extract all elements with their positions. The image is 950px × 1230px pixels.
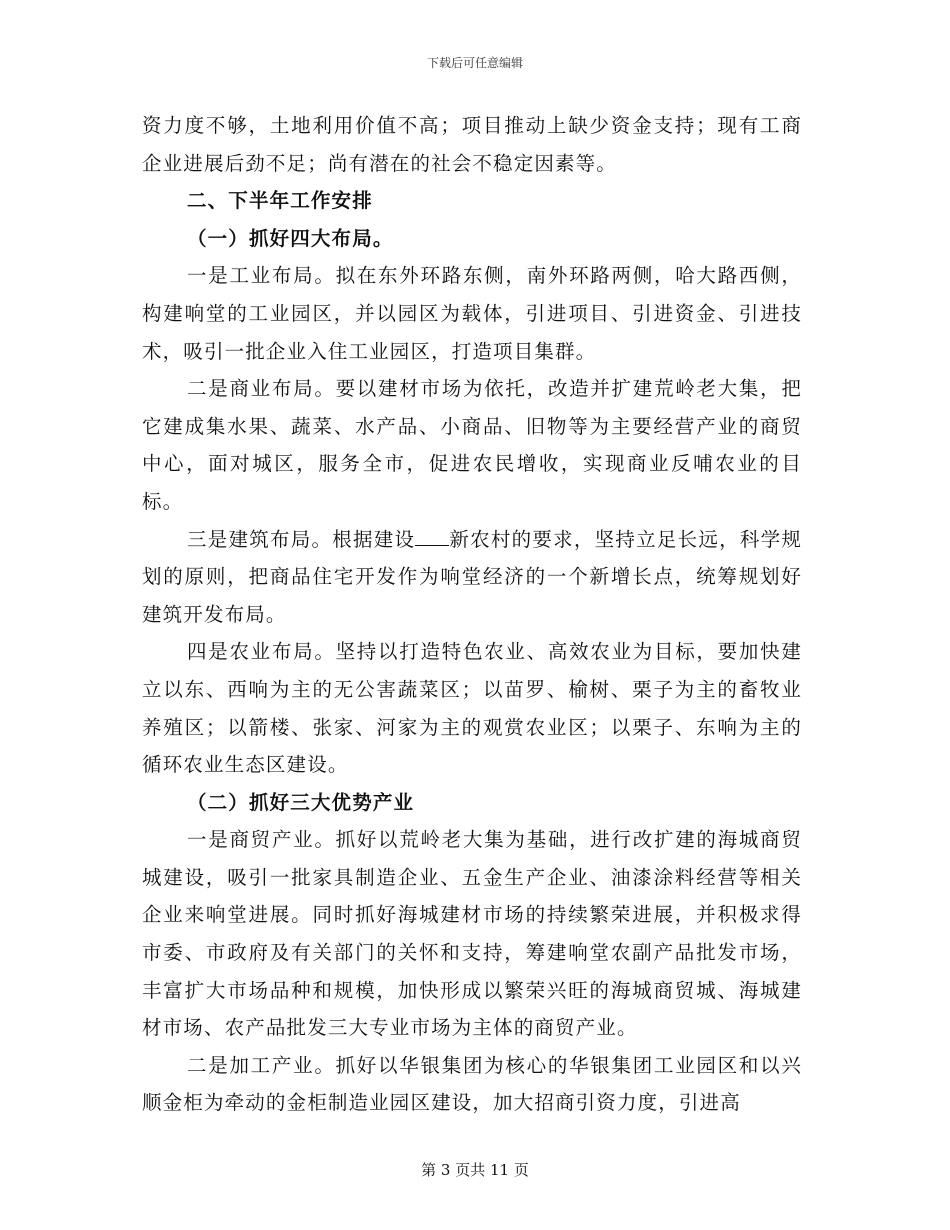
- paragraph-industrial-layout: 一是工业布局。拟在东外环路东侧，南外环路两侧，哈大路西侧，构建响堂的工业园区，并以园区为载体，引进项目、引进资金、引进技术，吸引一批企业入住工业园区，打造项目集群。: [142, 264, 802, 363]
- paragraph-agricultural-layout: 四是农业布局。坚持以打造特色农业、高效农业为目标，要加快建立以东、西响为主的无公害蔬菜区；以苗罗、榆树、栗子为主的畜牧业养殖区；以箭楼、张家、河家为主的观赏农业区；以栗子、东响为主的循环农业生态区建设。: [142, 640, 802, 777]
- paragraph-trade-industry: 一是商贸产业。抓好以荒岭老大集为基础，进行改扩建的海城商贸城建设，吸引一批家具制造企业、五金生产企业、油漆涂料经营等相关企业来响堂进展。同时抓好海城建材市场的持续繁荣进展，并积极求得市委、市政府及有关部门的关怀和支持，筹建响堂农副产品批发市场，丰富扩大市场品种和规模，加快形成以繁荣兴旺的海城商贸城、海城建材市场、农产品批发三大专业市场为主体的商贸产业。: [142, 828, 802, 1040]
- subsection-heading-1: （一）抓好四大布局。: [187, 226, 394, 250]
- paragraph-construction-layout: [142, 521, 802, 634]
- document-body: [142, 107, 802, 1122]
- section-heading-2: 二、下半年工作安排: [187, 189, 373, 213]
- page-footer: 第 3 页共 11 页: [421, 1161, 529, 1179]
- paragraph-construction-text-start: 三是建筑布局。根据建设: [187, 527, 416, 551]
- subsection-heading-2: （二）抓好三大优势产业: [187, 790, 415, 814]
- paragraph-construction-text-end: 新农村的要求，坚持立足长远，科学规划的原则，把商品住宅开发作为响堂经济的一个新增长点，统筹规划好建筑开发布局。: [142, 527, 802, 626]
- page-header: 下载后可任意编辑: [426, 56, 523, 70]
- paragraph-commercial-layout: 二是商业布局。要以建材市场为依托，改造并扩建荒岭老大集，把它建成集水果、蔬菜、水产品、小商品、旧物等为主要经营产业的商贸中心，面对城区，服务全市，促进农民增收，实现商业反哺农业的目标。: [142, 377, 802, 513]
- blank-underline: [415, 527, 449, 546]
- paragraph-processing-industry: 二是加工产业。抓好以华银集团为核心的华银集团工业园区和以兴顺金柜为牵动的金柜制造业园区建设，加大招商引资力度，引进高: [142, 1053, 802, 1115]
- paragraph-continued: 资力度不够，土地利用价值不高；项目推动上缺少资金支持；现有工商企业进展后劲不足；尚有潜在的社会不稳定因素等。: [142, 114, 802, 175]
